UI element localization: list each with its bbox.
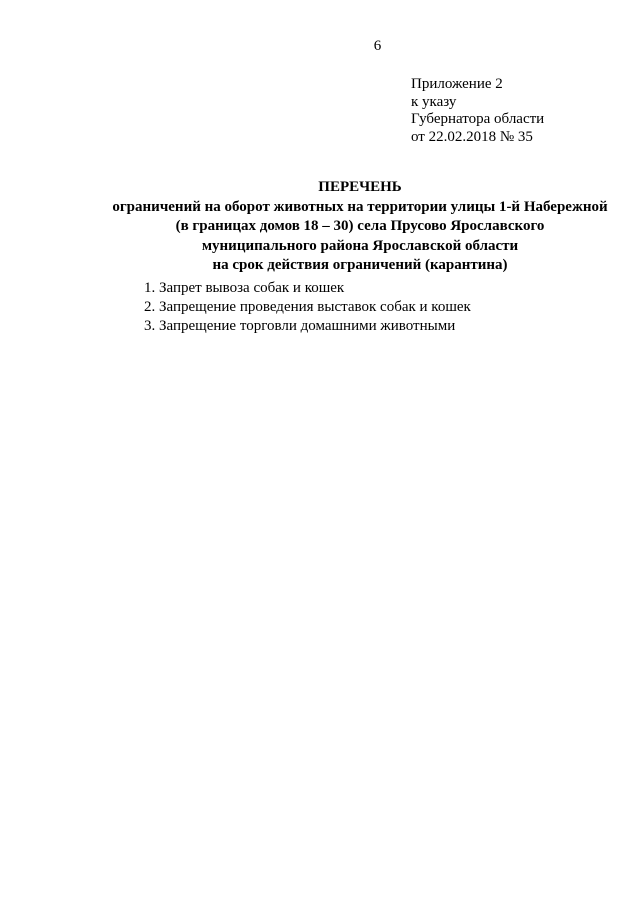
list-item: 1. Запрет вывоза собак и кошек (144, 280, 345, 296)
restrictions-list (144, 279, 471, 336)
appendix-line: к указу (411, 93, 457, 110)
appendix-line: от 22.02.2018 № 35 (411, 128, 533, 145)
title-line: (в границах домов 18 – 30) села Прусово Ярославского (175, 218, 545, 234)
page-number: 6 (373, 38, 382, 54)
appendix-line: Приложение 2 (411, 76, 503, 92)
title-line: на срок действия ограничений (карантина) (212, 257, 508, 273)
title-block (100, 178, 620, 276)
appendix-line: Губернатора области (411, 111, 545, 127)
title-line: муниципального района Ярославской области (201, 237, 519, 254)
appendix-block (411, 76, 544, 146)
title-line: ограничений на оборот животных на территории улицы 1-й Набережной (112, 198, 608, 215)
list-item: 2. Запрещение проведения выставок собак и кошек (144, 299, 471, 315)
document-title: ПЕРЕЧЕНЬ (318, 179, 402, 195)
list-item: 3. Запрещение торговли домашними животными (144, 318, 456, 334)
